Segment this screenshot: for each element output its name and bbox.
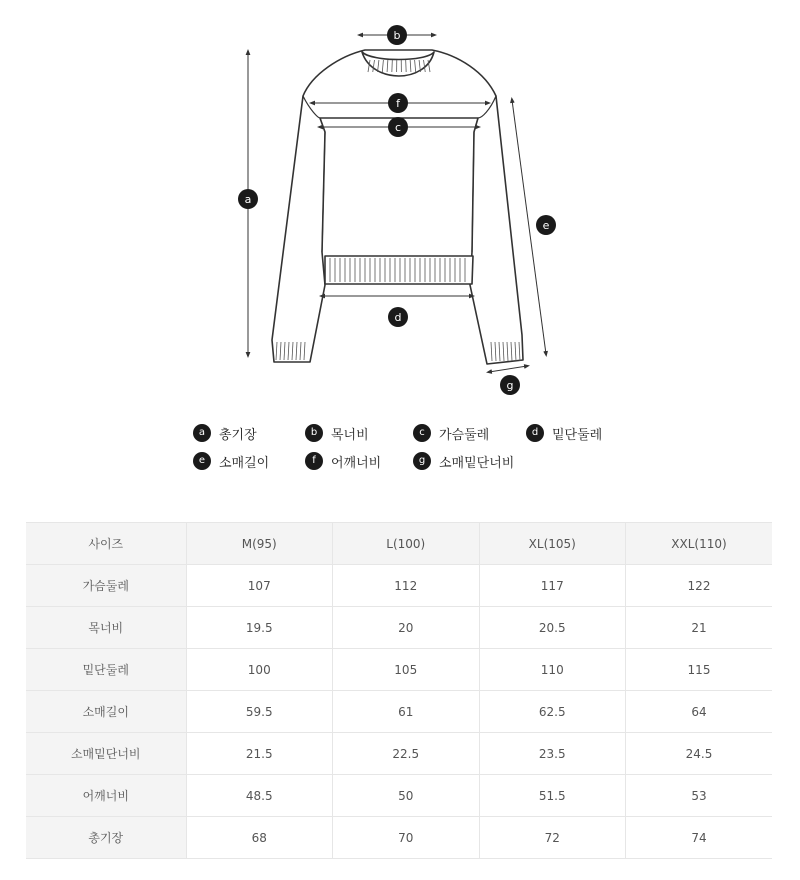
- table-cell: 19.5: [186, 607, 333, 649]
- table-cell: 115: [626, 649, 773, 691]
- legend-badge: g: [413, 452, 431, 470]
- table-cell: 117: [479, 565, 626, 607]
- marker-label-d: d: [394, 311, 402, 324]
- table-row: [26, 565, 772, 607]
- row-label: 가슴둘레: [26, 565, 186, 607]
- legend-item-b: [305, 423, 369, 443]
- legend-item-c: [413, 423, 489, 443]
- legend-label: 총기장: [219, 427, 257, 443]
- legend-label: 목너비: [331, 427, 369, 443]
- table-row: [26, 775, 772, 817]
- marker-d: [388, 307, 408, 327]
- table-cell: 21: [626, 607, 773, 649]
- legend-label: 가슴둘레: [439, 427, 490, 443]
- table-cell: 48.5: [186, 775, 333, 817]
- table-cell: 74: [626, 817, 773, 859]
- legend-label: 소매밑단너비: [439, 455, 515, 471]
- table-cell: 64: [626, 691, 773, 733]
- marker-c: [388, 117, 408, 137]
- row-label: 소매길이: [26, 691, 186, 733]
- table-header-row: [26, 523, 772, 565]
- table-cell: 51.5: [479, 775, 626, 817]
- table-cell: 62.5: [479, 691, 626, 733]
- table-cell: 21.5: [186, 733, 333, 775]
- row-label: 소매밑단너비: [26, 733, 186, 775]
- legend-badge: d: [526, 424, 544, 442]
- table-cell: 72: [479, 817, 626, 859]
- legend-item-a: [193, 423, 257, 443]
- marker-f: [388, 93, 408, 113]
- legend-item-d: [526, 423, 602, 443]
- header-cell: M(95): [186, 523, 333, 565]
- table-row: [26, 733, 772, 775]
- header-cell: XXL(110): [626, 523, 773, 565]
- marker-label-a: a: [244, 193, 252, 206]
- table-row: [26, 649, 772, 691]
- legend-badge: e: [193, 452, 211, 470]
- table-cell: 107: [186, 565, 333, 607]
- table-row: [26, 817, 772, 859]
- table-cell: 110: [479, 649, 626, 691]
- table-cell: 22.5: [333, 733, 480, 775]
- header-cell-size: 사이즈: [26, 523, 186, 565]
- table-cell: 105: [333, 649, 480, 691]
- legend-label: 어깨너비: [331, 455, 382, 471]
- header-cell: XL(105): [479, 523, 626, 565]
- legend-badge: b: [305, 424, 323, 442]
- table-cell: 61: [333, 691, 480, 733]
- row-label: 밑단둘레: [26, 649, 186, 691]
- marker-label-b: b: [393, 29, 401, 42]
- legend-item-f: [305, 451, 381, 471]
- row-label: 총기장: [26, 817, 186, 859]
- sweater-diagram: [0, 0, 800, 400]
- marker-label-g: g: [506, 379, 514, 392]
- marker-a: [238, 189, 258, 209]
- header-cell: L(100): [333, 523, 480, 565]
- marker-b: [387, 25, 407, 45]
- table-cell: 59.5: [186, 691, 333, 733]
- marker-g: [500, 375, 520, 395]
- marker-label-e: e: [542, 219, 550, 232]
- table-cell: 100: [186, 649, 333, 691]
- table-row: [26, 691, 772, 733]
- size-table: [26, 522, 772, 859]
- measurement-legend: [193, 423, 653, 479]
- marker-label-f: f: [396, 97, 400, 110]
- table-cell: 70: [333, 817, 480, 859]
- table-cell: 24.5: [626, 733, 773, 775]
- table-cell: 53: [626, 775, 773, 817]
- table-cell: 50: [333, 775, 480, 817]
- legend-badge: c: [413, 424, 431, 442]
- legend-badge: a: [193, 424, 211, 442]
- legend-item-e: [193, 451, 269, 471]
- row-label: 목너비: [26, 607, 186, 649]
- table-cell: 122: [626, 565, 773, 607]
- row-label: 어깨너비: [26, 775, 186, 817]
- legend-badge: f: [305, 452, 323, 470]
- legend-item-g: [413, 451, 514, 471]
- marker-label-c: c: [394, 121, 402, 134]
- legend-label: 밑단둘레: [552, 427, 603, 443]
- legend-label: 소매길이: [219, 455, 270, 471]
- marker-e: [536, 215, 556, 235]
- table-cell: 23.5: [479, 733, 626, 775]
- table-cell: 20.5: [479, 607, 626, 649]
- table-row: [26, 607, 772, 649]
- table-cell: 68: [186, 817, 333, 859]
- table-cell: 112: [333, 565, 480, 607]
- table-cell: 20: [333, 607, 480, 649]
